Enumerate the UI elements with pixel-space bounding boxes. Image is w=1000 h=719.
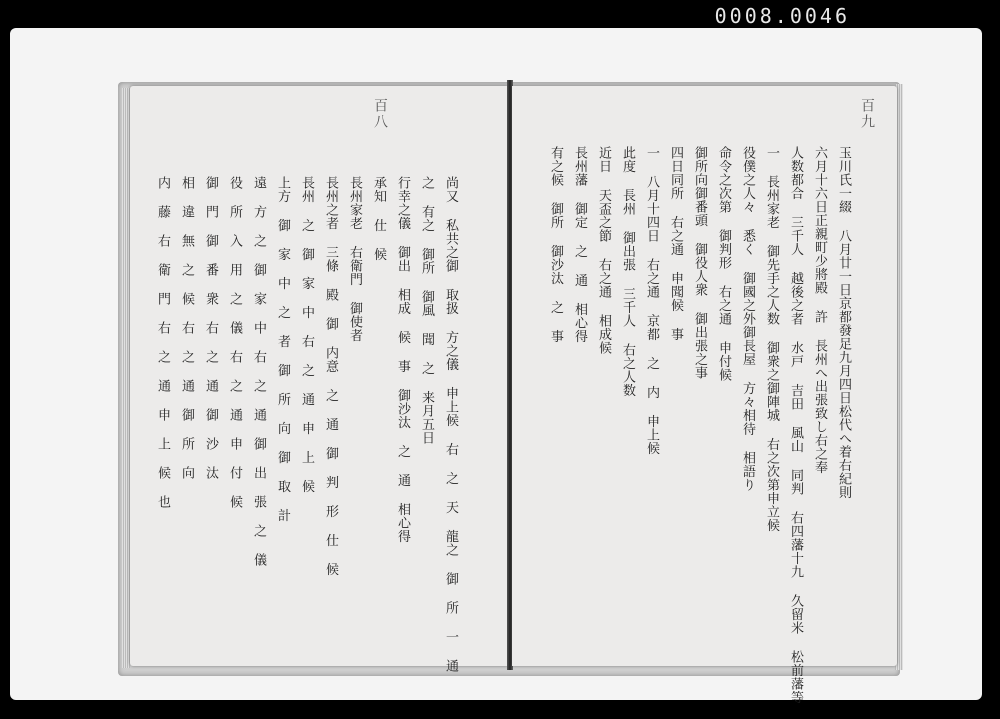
right-page-column: 一 長州家老 御先手之人数 御衆之御陣城 右之次第申立候: [764, 146, 779, 532]
left-page-column: 御 門 御 番 衆 右 之 通 御 沙 汰: [203, 176, 218, 480]
right-page-column: 此度 長州 御出張 三千人 右之人数: [620, 146, 635, 397]
left-page-column: 相 違 無 之 候 右 之 通 御 所 向: [179, 176, 194, 480]
left-page-column: 上方 御 家 中 之 者 御 所 向 御 取 計: [275, 176, 290, 522]
left-page-column: 役 所 入 用 之 儀 右 之 通 申 付 候: [227, 176, 242, 509]
right-page-column: 玉川氏一綴 八月廿一日京都發足九月四日松代へ着右紀則: [836, 146, 851, 499]
film-frame-id: 0008.0046: [714, 4, 850, 28]
page-label-left: 百八: [372, 98, 388, 130]
left-page-column: 行幸之儀 御出 相成 候 事 御沙汰 之 通 相心得: [395, 176, 410, 543]
right-page: [512, 86, 897, 704]
left-page-column: 承知 仕 候: [371, 176, 386, 261]
left-page-column: 遠 方 之 御 家 中 右 之 通 御 出 張 之 儀: [251, 176, 266, 567]
left-page-column: 長州 之 御 家 中 右 之 通 申 上 候: [299, 176, 314, 493]
right-page-column: 人数都合 三千人 越後之者 水戸 吉田 風山 同判 右四藩十九 久留米 松前藩等: [788, 146, 803, 704]
right-page-column: 四日同所 右之通 申聞候 事: [668, 146, 683, 341]
right-page-column: 六月十六日正親町少將殿 許 長州へ出張致し右之奉: [812, 146, 827, 474]
left-page-column: 内 藤 右 衛 門 右 之 通 申 上 候 也: [155, 176, 170, 509]
right-page-column: 有之候 御所 御沙汰 之 事: [548, 146, 563, 343]
right-page-column: 役僕之人々 悉く 御國之外御長屋 方々相待 相語り: [740, 146, 755, 492]
page-edge-left: [122, 88, 130, 668]
left-page-column: 長州家老 右衛門 御使者: [347, 176, 362, 342]
right-page-column: 近日 天盃之節 右之通 相成候: [596, 146, 611, 355]
right-page-column: 御所向御番頭 御役人衆 御出張之事: [692, 146, 707, 380]
right-page-column: 命令之次第 御判形 右之通 申付候: [716, 146, 731, 382]
left-page-column: 尚又 私共之御 取扱 方之儀 申上候 右 之 天 龍之 御 所 一 通: [443, 176, 458, 673]
right-page-column: 長州藩 御定 之 通 相心得: [572, 146, 587, 343]
left-page-text: [152, 176, 460, 673]
right-page-text: [545, 146, 853, 704]
left-page-column: 長州之者 三條 殿 御 内意 之 通 御 判 形 仕 候: [323, 176, 338, 576]
page-label-right: 百九: [859, 98, 875, 130]
left-page-column: 之 有之 御所 御風 聞 之 来月五日: [419, 176, 434, 445]
left-page: [130, 86, 508, 673]
right-page-column: 一 八月十四日 右之通 京都 之 内 申上候: [644, 146, 659, 455]
